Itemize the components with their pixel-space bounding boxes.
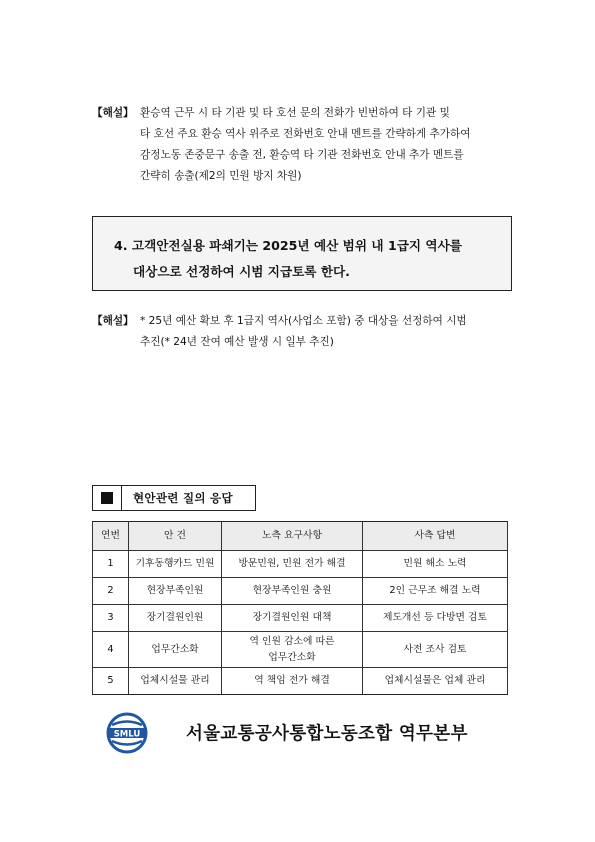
cell-request: 현장부족인원 충원 bbox=[222, 578, 363, 605]
cell-item: 업무간소화 bbox=[129, 632, 222, 668]
section-title: 현안관련 질의 응답 bbox=[133, 491, 233, 505]
cell-no: 4 bbox=[93, 632, 129, 668]
cell-answer: 2인 근무조 해결 노력 bbox=[363, 578, 508, 605]
commentary-line: 타 호선 주요 환승 역사 위주로 전화번호 안내 멘트를 간략하게 추가하여 bbox=[140, 128, 471, 140]
cell-request bbox=[222, 632, 363, 668]
commentary-body bbox=[140, 103, 522, 187]
black-square-icon bbox=[101, 492, 113, 504]
agreement-item-4-line-1: 4. 고객안전실용 파쇄기는 2025년 예산 범위 내 1급지 역사를 bbox=[114, 238, 462, 253]
cell-request: 장기결원인원 대책 bbox=[222, 605, 363, 632]
cell-answer: 사전 조사 검토 bbox=[363, 632, 508, 668]
qa-table bbox=[92, 521, 508, 695]
header-management-answer: 사측 답변 bbox=[363, 522, 508, 551]
cell-answer: 업체시설물은 업체 관리 bbox=[363, 668, 508, 695]
header-union-request: 노측 요구사항 bbox=[222, 522, 363, 551]
table-row bbox=[93, 578, 508, 605]
table-header-row bbox=[93, 522, 508, 551]
table-row bbox=[93, 605, 508, 632]
commentary-label: 【해설】 bbox=[92, 315, 134, 327]
organization-name: 서울교통공사통합노동조합 역무본부 bbox=[186, 724, 468, 744]
section-heading bbox=[92, 485, 256, 511]
table-row bbox=[93, 551, 508, 578]
cell-item: 기후동행카드 민원 bbox=[129, 551, 222, 578]
cell-request: 역 책임 전가 해결 bbox=[222, 668, 363, 695]
commentary-line: 간략히 송출(제2의 민원 방지 차원) bbox=[140, 170, 302, 182]
cell-item: 업체시설물 관리 bbox=[129, 668, 222, 695]
commentary-line: 추진(* 24년 잔여 예산 발생 시 일부 추진) bbox=[140, 336, 334, 348]
cell-no: 1 bbox=[93, 551, 129, 578]
cell-answer: 제도개선 등 다방면 검토 bbox=[363, 605, 508, 632]
agreement-item-4-line-2: 대상으로 선정하여 시범 지급토록 한다. bbox=[133, 264, 350, 279]
commentary-1 bbox=[92, 103, 522, 187]
commentary-label: 【해설】 bbox=[92, 107, 134, 119]
cell-request: 방문민원, 민원 전가 해결 bbox=[222, 551, 363, 578]
smlu-logo bbox=[106, 712, 148, 754]
cell-request-line: 역 인원 감소에 따른 bbox=[249, 635, 335, 647]
logo-text: SMLU bbox=[113, 729, 141, 740]
cell-item: 현장부족인원 bbox=[129, 578, 222, 605]
cell-item: 장기결원인원 bbox=[129, 605, 222, 632]
table-row bbox=[93, 668, 508, 695]
commentary-body bbox=[140, 311, 522, 353]
commentary-2 bbox=[92, 311, 522, 353]
header-no: 연번 bbox=[93, 522, 129, 551]
agreement-item-4-box bbox=[92, 216, 512, 291]
commentary-line: 감정노동 존중문구 송출 전, 환승역 타 기관 전화번호 안내 추가 멘트를 bbox=[140, 149, 464, 161]
cell-no: 5 bbox=[93, 668, 129, 695]
table-row bbox=[93, 632, 508, 668]
cell-request-line: 업무간소화 bbox=[268, 651, 316, 663]
commentary-line: * 25년 예산 확보 후 1급지 역사(사업소 포함) 중 대상을 선정하여 시범 bbox=[140, 315, 467, 327]
section-marker bbox=[93, 486, 122, 510]
commentary-line: 환승역 근무 시 타 기관 및 타 호선 문의 전화가 빈번하여 타 기관 및 bbox=[140, 107, 450, 119]
header-item: 안 건 bbox=[129, 522, 222, 551]
cell-answer: 민원 해소 노력 bbox=[363, 551, 508, 578]
cell-no: 2 bbox=[93, 578, 129, 605]
cell-no: 3 bbox=[93, 605, 129, 632]
